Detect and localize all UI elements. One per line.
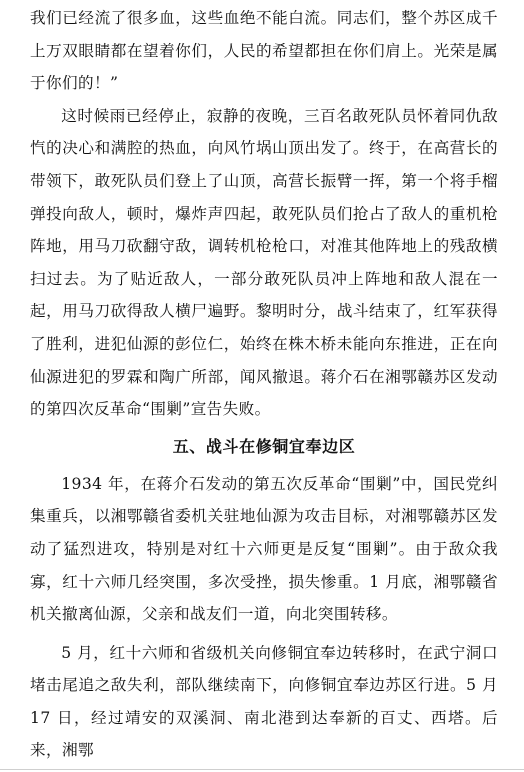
paragraph-3: 1934 年，在蒋介石发动的第五次反革命“围剿”中，国民党纠集重兵，以湘鄂赣省委机关驻地仙源为攻击目标，对湘鄂赣苏区发动了猛烈进攻，特别是对红十六师更是反复“围剿”。由于敌众我寡，红十六师几经突围，多次受挫，损失惨重。1 月底，湘鄂赣省机关撤离仙源，父亲和战友们一道，向北突围转移。 bbox=[30, 474, 498, 624]
page-bottom-divider bbox=[0, 769, 524, 770]
paragraph-4: 5 月，红十六师和省级机关向修铜宜奉边转移时，在武宁洞口堵击尾追之敌失利，部队继续南下，向修铜宜奉边苏区行进。5 月 17 日，经过靖安的双溪洞、南北港到达奉新的百丈、西塔。后来，湘鄂 bbox=[30, 643, 498, 760]
paragraph-2: 这时候雨已经停止，寂静的夜晚，三百名敢死队员怀着同仇敌忾的决心和满腔的热血，向风竹埚山顶出发了。终于，在高营长的带领下，敢死队员们登上了山顶，高营长振臂一挥，第一个将手榴弹投向敌人，顿时，爆炸声四起，敢死队员们抢占了敌人的重机枪阵地，用马刀砍翻守敌，调转机枪枪口，对准其他阵地上的残敌横扫过去。为了贴近敌人，一部分敢死队员冲上阵地和敌人混在一起，用马刀砍得敌人横尸遍野。黎明时分，战斗结束了，红军获得了胜利，进犯仙源的彭位仁，始终在株木桥未能向东推进，正在向仙源进犯的罗霖和陶广所部，闻风撤退。蒋介石在湘鄂赣苏区发动的第四次反革命“围剿”宣告失败。 bbox=[30, 106, 498, 419]
paragraph-1: 我们已经流了很多血，这些血绝不能白流。同志们，整个苏区成千上万双眼睛都在望着你们，人民的希望都担在你们肩上。光荣是属于你们的！” bbox=[30, 9, 498, 93]
section-heading: 五、战斗在修铜宜奉边区 bbox=[172, 436, 356, 456]
